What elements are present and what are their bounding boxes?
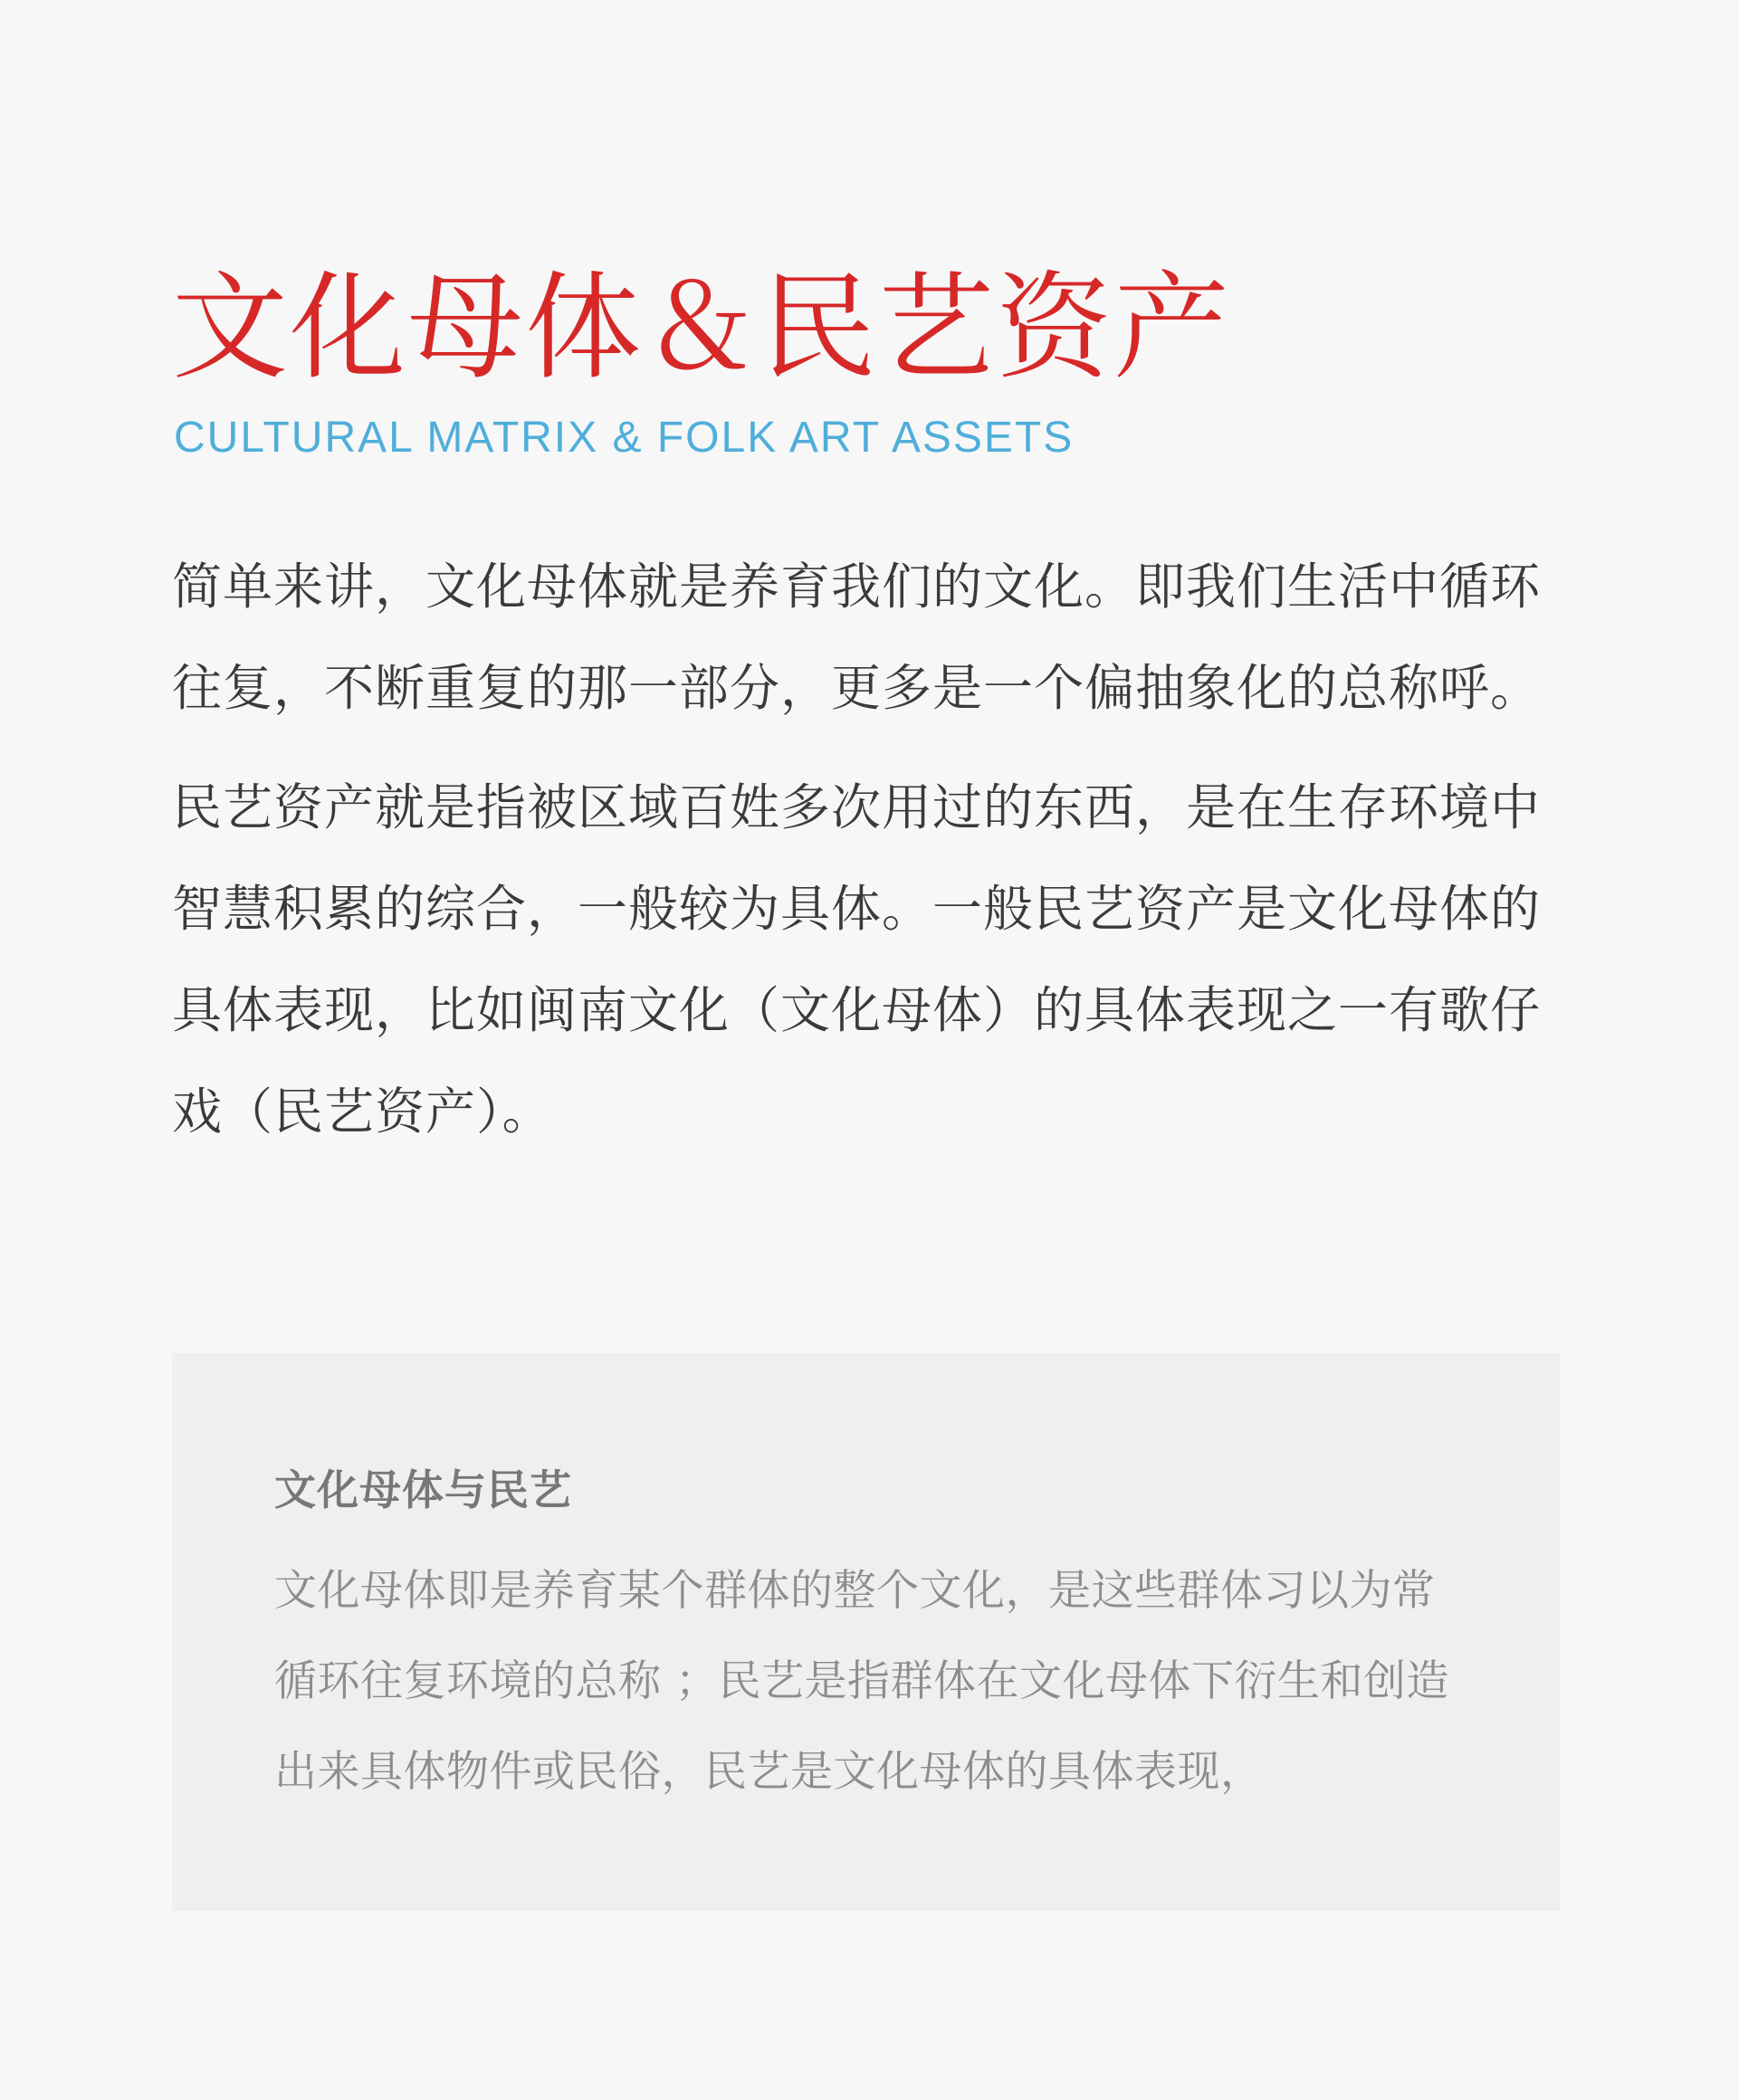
note-text: 文化母体即是养育某个群体的整个文化，是这些群体习以为常循环往复环境的总称 ；民艺是指群体在文化母体下衍生和创造出来具体物件或民俗，民艺是文化母体的具体表现， — [274, 1566, 1449, 1797]
article-body — [172, 536, 1566, 1162]
note-title: 文化母体与民艺 — [274, 1465, 572, 1514]
definition-note-box — [172, 1353, 1560, 1911]
page-title: 文化母体＆民艺资产 — [172, 261, 1232, 396]
cultural-matrix-paragraph: 简单来讲，文化母体就是养育我们的文化。即我们生活中循环往复，不断重复的那一部分，更多是一个偏抽象化的总称呼。 — [172, 558, 1542, 717]
english-subtitle: CULTURAL MATRIX & FOLK ART ASSETS — [174, 414, 1075, 462]
folk-art-assets-paragraph: 民艺资产就是指被区域百姓多次用过的东西，是在生存环境中智慧积累的综合，一般较为具体。一般民艺资产是文化母体的具体表现，比如闽南文化（文化母体）的具体表现之一有歌仔戏（民艺资产）。 — [172, 778, 1542, 1141]
